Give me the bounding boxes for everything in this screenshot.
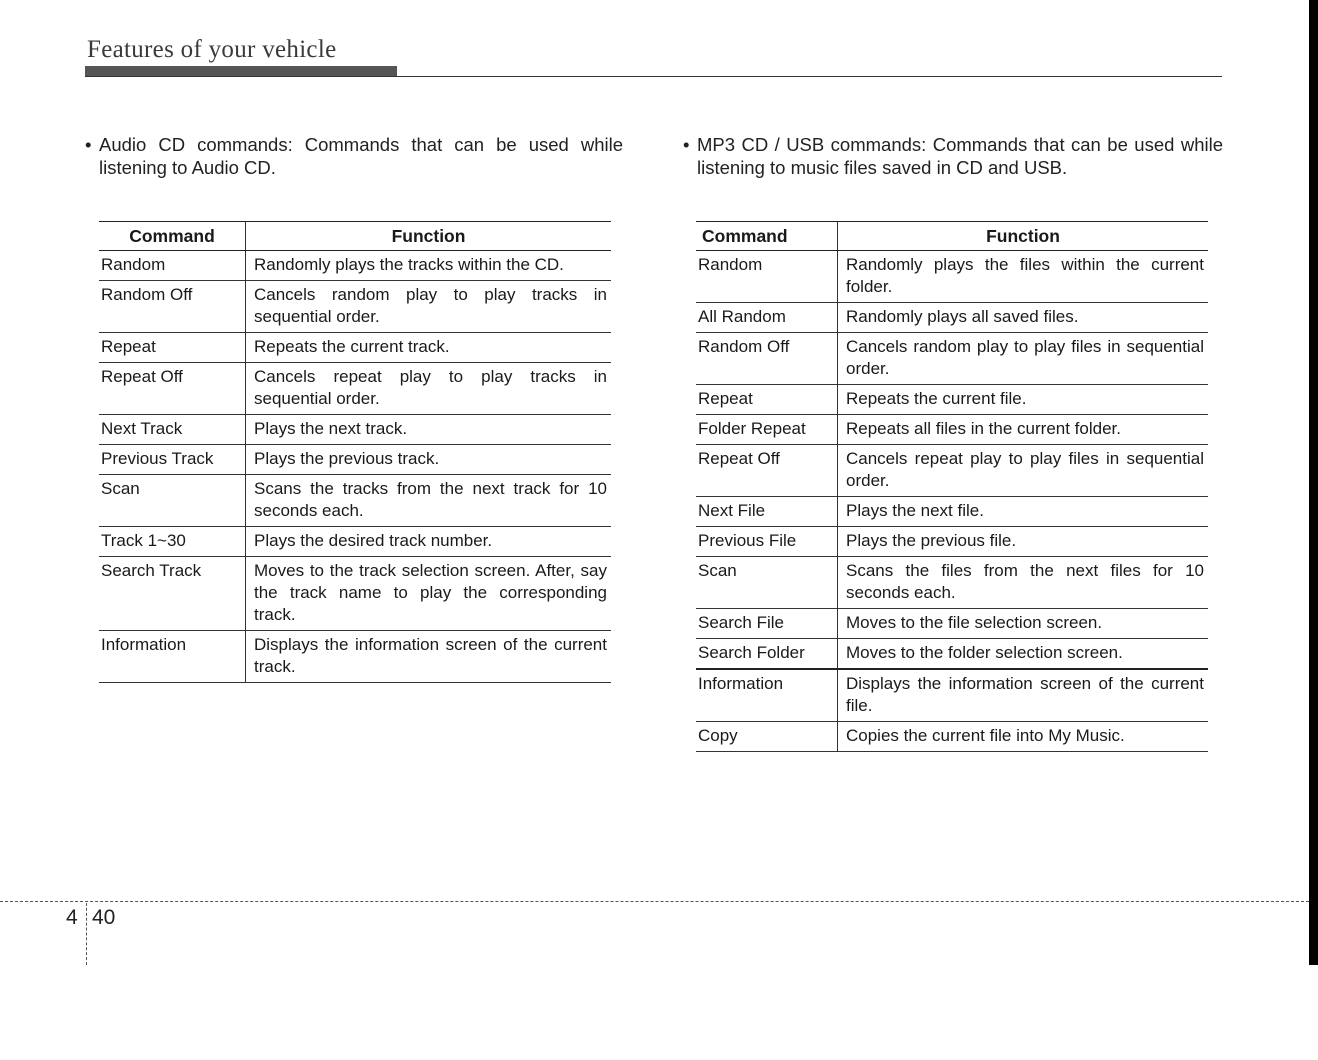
- function-cell: Scans the tracks from the next track for 10 seconds each.: [246, 475, 612, 527]
- function-cell: Randomly plays the files within the current folder.: [838, 251, 1209, 303]
- command-cell: Folder Repeat: [696, 415, 838, 445]
- command-cell: Repeat: [696, 385, 838, 415]
- function-cell: Randomly plays the tracks within the CD.: [246, 251, 612, 281]
- page-header-title: Features of your vehicle: [87, 36, 337, 63]
- bullet-glyph: •: [683, 134, 690, 155]
- function-cell: Cancels random play to play tracks in sequential order.: [246, 281, 612, 333]
- table-row: [696, 333, 1208, 385]
- table-row: [696, 445, 1208, 497]
- table-row: [696, 415, 1208, 445]
- command-cell: Search File: [696, 609, 838, 639]
- function-cell: Plays the next track.: [246, 415, 612, 445]
- table-row: [99, 445, 611, 475]
- function-cell: Cancels random play to play files in sequential order.: [838, 333, 1209, 385]
- function-cell: Plays the desired track number.: [246, 527, 612, 557]
- table-header-row: [99, 222, 611, 251]
- table-row: [99, 415, 611, 445]
- column-header-command: Command: [696, 222, 838, 251]
- header-rule: [85, 76, 1222, 77]
- table-row: [99, 631, 611, 683]
- function-cell: Repeats all files in the current folder.: [838, 415, 1209, 445]
- command-cell: Random: [99, 251, 246, 281]
- command-cell: Search Folder: [696, 639, 838, 670]
- command-cell: Repeat Off: [696, 445, 838, 497]
- command-cell: Previous Track: [99, 445, 246, 475]
- command-cell: Search Track: [99, 557, 246, 631]
- function-cell: Moves to the file selection screen.: [838, 609, 1209, 639]
- column-header-function: Function: [838, 222, 1209, 251]
- footer-dashed-rule: [0, 901, 1309, 902]
- table-row: [99, 475, 611, 527]
- command-cell: Next Track: [99, 415, 246, 445]
- function-cell: Plays the next file.: [838, 497, 1209, 527]
- command-cell: Repeat Off: [99, 363, 246, 415]
- table-row: [99, 251, 611, 281]
- function-cell: Displays the information screen of the current track.: [246, 631, 612, 683]
- function-cell: Moves to the folder selection screen.: [838, 639, 1209, 670]
- table-row: [696, 303, 1208, 333]
- command-cell: Previous File: [696, 527, 838, 557]
- function-cell: Plays the previous track.: [246, 445, 612, 475]
- command-cell: Random: [696, 251, 838, 303]
- table-row: [696, 722, 1208, 752]
- page-edge-bar: [1309, 0, 1318, 965]
- table-row: [696, 669, 1208, 722]
- table-row: [696, 385, 1208, 415]
- command-cell: Track 1~30: [99, 527, 246, 557]
- function-cell: Copies the current file into My Music.: [838, 722, 1209, 752]
- table-row: [99, 557, 611, 631]
- audio-cd-intro-text: Audio CD commands: Commands that can be used while listening to Audio CD.: [99, 134, 623, 178]
- command-cell: All Random: [696, 303, 838, 333]
- command-cell: Random Off: [99, 281, 246, 333]
- table-header-row: [696, 222, 1208, 251]
- function-cell: Repeats the current track.: [246, 333, 612, 363]
- page-number: 40: [92, 906, 116, 929]
- command-cell: Random Off: [696, 333, 838, 385]
- column-header-command: Command: [99, 222, 246, 251]
- function-cell: Repeats the current file.: [838, 385, 1209, 415]
- audio-cd-intro: [85, 133, 623, 179]
- table-row: [696, 557, 1208, 609]
- audio-cd-section: [85, 133, 623, 676]
- function-cell: Randomly plays all saved files.: [838, 303, 1209, 333]
- command-cell: Next File: [696, 497, 838, 527]
- table-row: [696, 639, 1208, 670]
- header-accent-bar: [85, 66, 397, 76]
- function-cell: Plays the previous file.: [838, 527, 1209, 557]
- table-row: [696, 609, 1208, 639]
- audio-cd-command-table: [99, 221, 611, 683]
- command-cell: Information: [696, 669, 838, 722]
- function-cell: Cancels repeat play to play tracks in sequential order.: [246, 363, 612, 415]
- command-cell: Repeat: [99, 333, 246, 363]
- column-header-function: Function: [246, 222, 612, 251]
- function-cell: Displays the information screen of the current file.: [838, 669, 1209, 722]
- table-row: [696, 527, 1208, 557]
- command-cell: Scan: [696, 557, 838, 609]
- function-cell: Moves to the track selection screen. After, say the track name to play the corresponding track.: [246, 557, 612, 631]
- mp3-usb-section: [683, 133, 1223, 745]
- table-row: [99, 281, 611, 333]
- function-cell: Scans the files from the next files for 10 seconds each.: [838, 557, 1209, 609]
- bullet-glyph: •: [85, 134, 92, 155]
- function-cell: Cancels repeat play to play files in sequential order.: [838, 445, 1209, 497]
- table-row: [99, 527, 611, 557]
- table-row: [696, 251, 1208, 303]
- mp3-usb-intro-text: MP3 CD / USB commands: Commands that can be used while listening to music files saved in CD and USB.: [697, 134, 1223, 178]
- table-row: [99, 333, 611, 363]
- table-row: [99, 363, 611, 415]
- footer-dashed-divider: [86, 903, 87, 965]
- command-cell: Scan: [99, 475, 246, 527]
- section-number: 4: [66, 906, 78, 929]
- command-cell: Copy: [696, 722, 838, 752]
- command-cell: Information: [99, 631, 246, 683]
- mp3-usb-intro: [683, 133, 1223, 179]
- table-row: [696, 497, 1208, 527]
- mp3-usb-command-table: [696, 221, 1208, 752]
